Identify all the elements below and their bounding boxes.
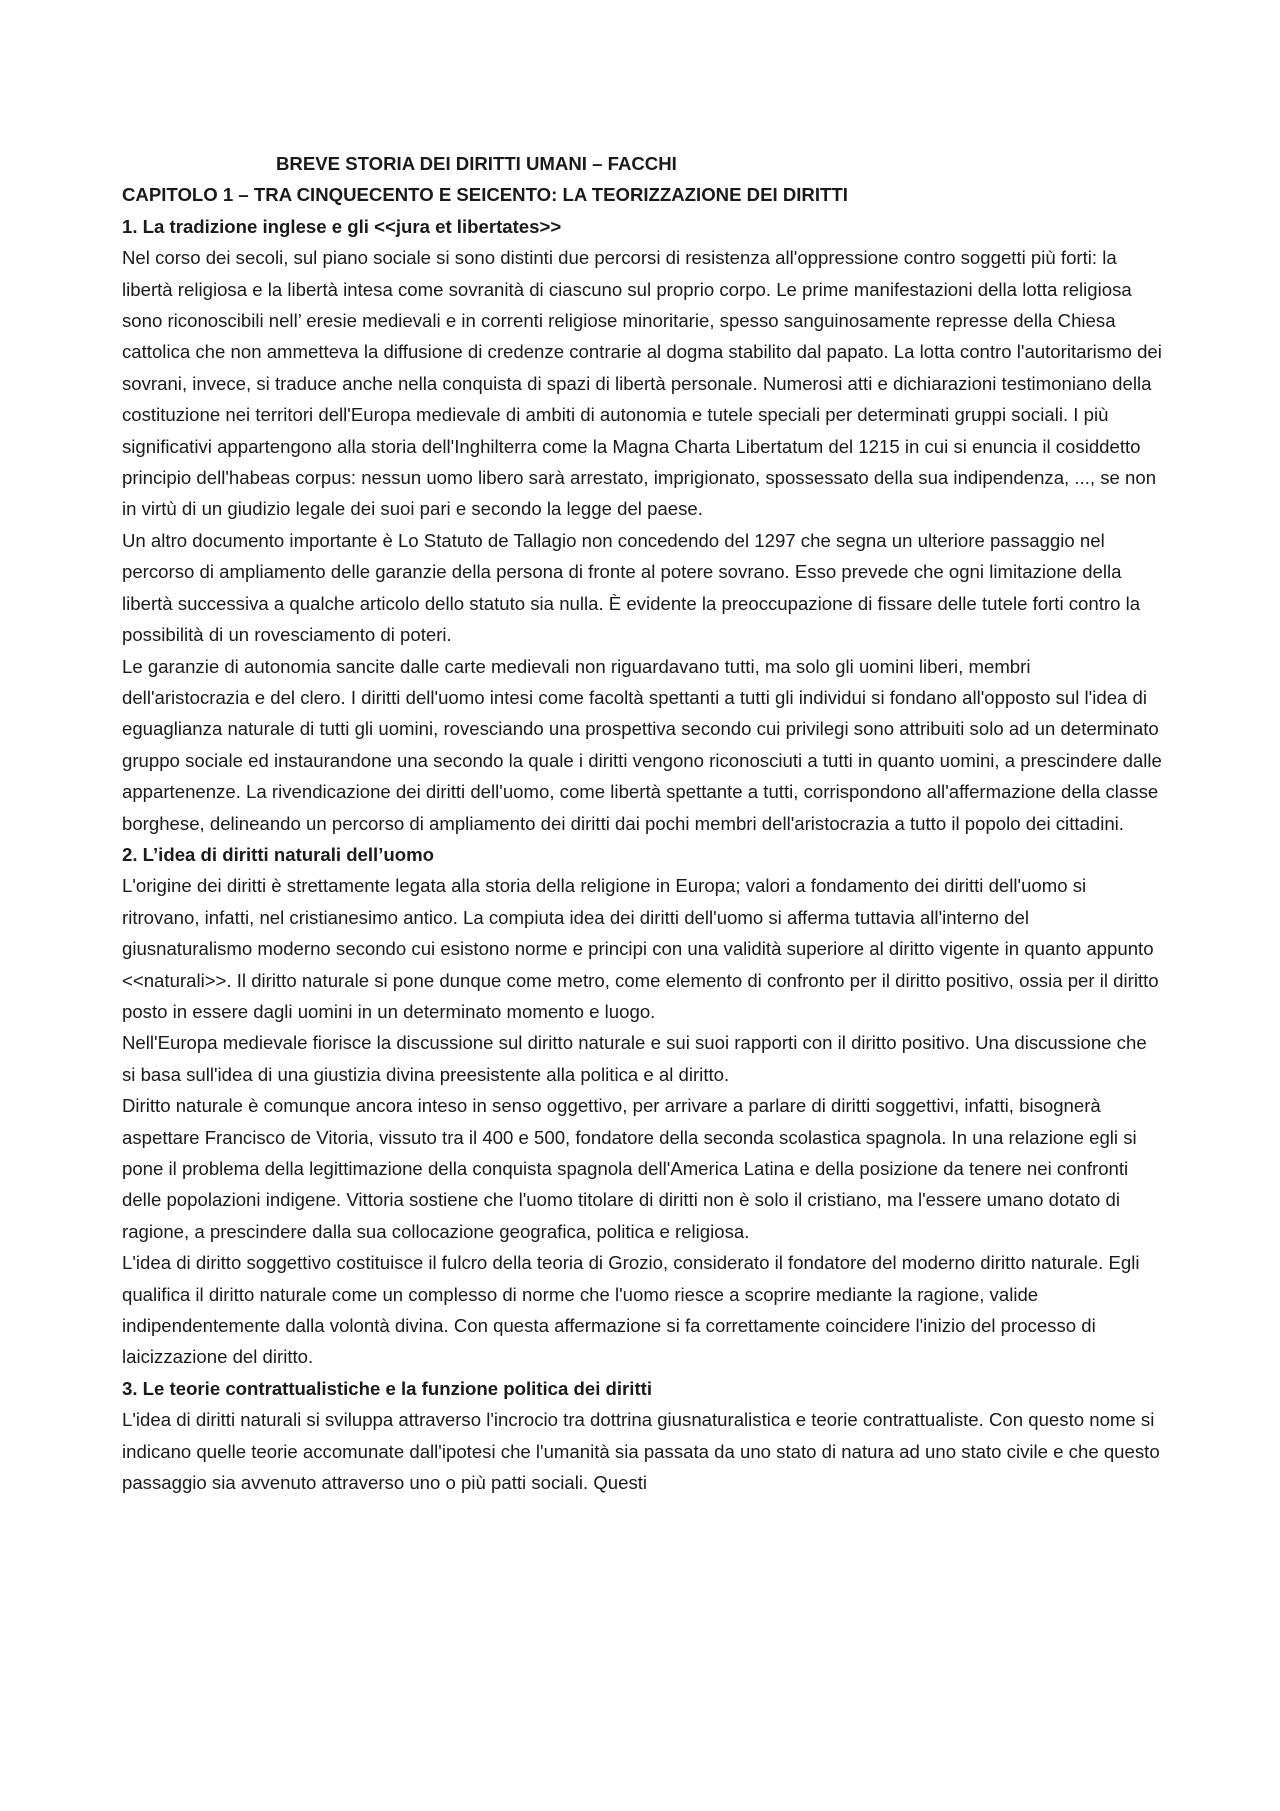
chapter-heading: CAPITOLO 1 – TRA CINQUECENTO E SEICENTO: LA TEORIZZAZIONE DEI DIRITTI	[122, 184, 848, 206]
paragraph: L'origine dei diritti è strettamente legata alla storia della religione in Europa; valori a fondamento dei diritti dell'uomo si ritrovano, infatti, nel cristianesimo antico. La compiuta idea dei diritti dell'uomo si afferma tuttavia all'interno del giusnaturalismo moderno secondo cui esistono norme e principi con una validità superiore al diritto vigente in quanto appunto <<naturali>>. Il diritto naturale si pone dunque come metro, come elemento di confronto per il diritto positivo, ossia per il diritto posto in essere dagli uomini in un determinato momento e luogo.	[122, 875, 1159, 1022]
section-heading-3: 3. Le teorie contrattualistiche e la funzione politica dei diritti	[122, 1377, 653, 1399]
paragraph: Nel corso dei secoli, sul piano sociale si sono distinti due percorsi di resistenza all'oppressione contro soggetti più forti: la libertà religiosa e la libertà intesa come sovranità di ciascuno sul proprio corpo. Le prime manifestazioni della lotta religiosa sono riconoscibili nell’ eresie medievali e in correnti religiose minoritarie, spesso sanguinosamente represse della Chiesa cattolica che non ammetteva la diffusione di credenze contrarie al dogma stabilito dal papato. La lotta contro l'autoritarismo dei sovrani, invece, si traduce anche nella conquista di spazi di libertà personale. Numerosi atti e dichiarazioni testimoniano della costituzione nei territori dell'Europa medievale di ambiti di autonomia e tutele speciali per determinati gruppi sociali. I più significativi appartengono alla storia dell'Inghilterra come la Magna Charta Libertatum del 1215 in cui si enuncia il cosiddetto principio dell'habeas corpus: nessun uomo libero sarà arrestato, imprigionato, spossessato della sua indipendenza, ..., se non in virtù di un giudizio legale dei suoi pari e secondo la legge del paese.	[122, 247, 1162, 520]
paragraph: Diritto naturale è comunque ancora inteso in senso oggettivo, per arrivare a parlare di diritti soggettivi, infatti, bisognerà aspettare Francisco de Vitoria, vissuto tra il 400 e 500, fondatore della seconda scolastica spagnola. In una relazione egli si pone il problema della legittimazione della conquista spagnola dell'America Latina e della posizione da tenere nei confronti delle popolazioni indigene. Vittoria sostiene che l'uomo titolare di diritti non è solo il cristiano, ma l'essere umano dotato di ragione, a prescindere dalla sua collocazione geografica, politica e religiosa.	[122, 1095, 1137, 1242]
section-heading-1: 1. La tradizione inglese e gli <<jura et libertates>>	[122, 215, 562, 237]
document-title: BREVE STORIA DEI DIRITTI UMANI – FACCHI	[276, 153, 677, 174]
paragraph: L'idea di diritti naturali si sviluppa attraverso l'incrocio tra dottrina giusnaturalistica e teorie contrattualiste. Con questo nome si indicano quelle teorie accomunate dall'ipotesi che l'umanità sia passata da uno stato di natura ad uno stato civile e che questo passaggio sia avvenuto attraverso uno o più patti sociali. Questi	[122, 1409, 1160, 1494]
paragraph: L'idea di diritto soggettivo costituisce il fulcro della teoria di Grozio, considerato il fondatore del moderno diritto naturale. Egli qualifica il diritto naturale come un complesso di norme che l'uomo riesce a scoprire mediante la ragione, valide indipendentemente dalla volontà divina. Con questa affermazione si fa correttamente coincidere l'inizio del processo di laicizzazione del diritto.	[122, 1252, 1140, 1368]
section-heading-2: 2. L’idea di diritti naturali dell’uomo	[122, 843, 434, 865]
paragraph: Nell'Europa medievale fiorisce la discussione sul diritto naturale e sui suoi rapporti con il diritto positivo. Una discussione che si basa sull'idea di una giustizia divina preesistente alla politica e al diritto.	[122, 1032, 1147, 1085]
paragraph: Le garanzie di autonomia sancite dalle carte medievali non riguardavano tutti, ma solo gli uomini liberi, membri dell'aristocrazia e del clero. I diritti dell'uomo intesi come facoltà spettanti a tutti gli individui si fondano all'opposto sul l'idea di eguaglianza naturale di tutti gli uomini, rovesciando una prospettiva secondo cui privilegi sono attribuiti solo ad un determinato gruppo sociale ed instaurandone una secondo la quale i diritti vengono riconosciuti a tutti in quanto uomini, a prescindere dalle appartenenze. La rivendicazione dei diritti dell'uomo, come libertà spettante a tutti, corrispondono all'affermazione della classe borghese, delineando un percorso di ampliamento dei diritti dai pochi membri dell'aristocrazia a tutto il popolo dei cittadini.	[122, 655, 1162, 834]
document-page	[122, 148, 1162, 1498]
paragraph: Un altro documento importante è Lo Statuto de Tallagio non concedendo del 1297 che segna un ulteriore passaggio nel percorso di ampliamento delle garanzie della persona di fronte al potere sovrano. Esso prevede che ogni limitazione della libertà successiva a qualche articolo dello statuto sia nulla. È evidente la preoccupazione di fissare delle tutele forti contro la possibilità di un rovesciamento di poteri.	[122, 529, 1141, 646]
